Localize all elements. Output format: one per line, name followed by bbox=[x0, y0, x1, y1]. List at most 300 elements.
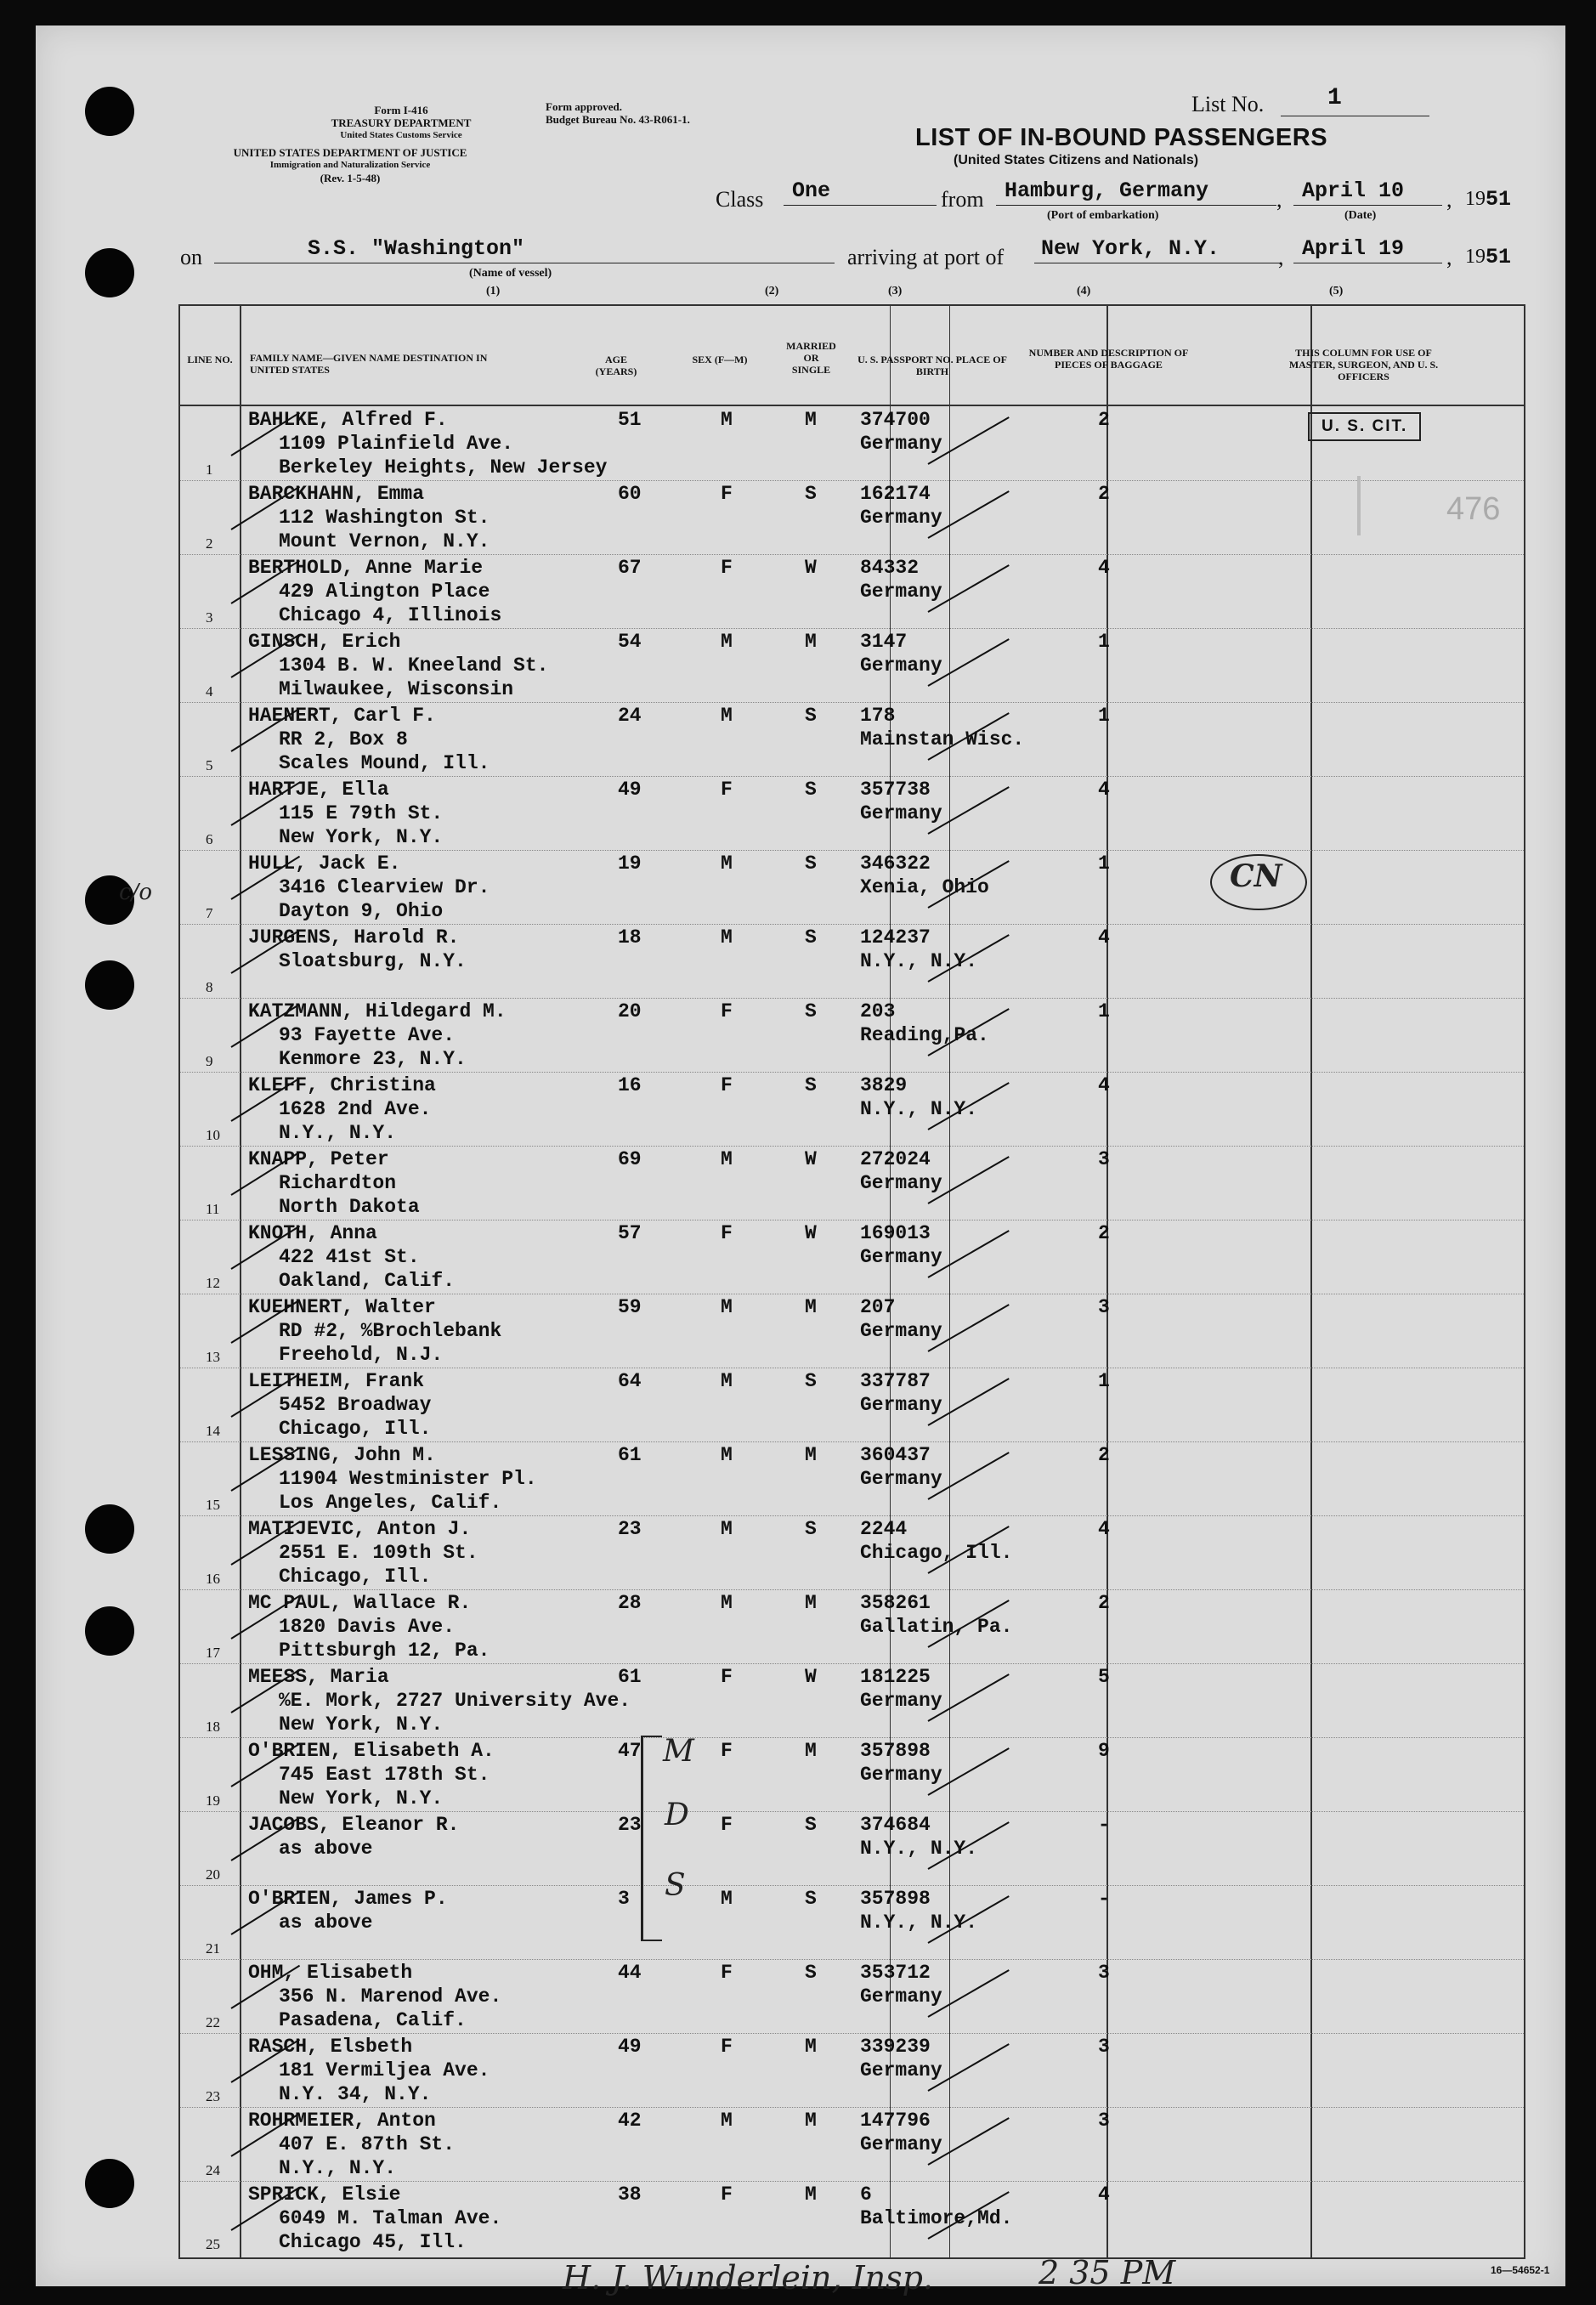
table-row bbox=[180, 2033, 1524, 2107]
place-of-birth: N.Y., N.Y. bbox=[860, 950, 978, 972]
passenger-age: 49 bbox=[618, 779, 642, 801]
passenger-sex: M bbox=[721, 409, 733, 431]
passenger-address-1: 1109 Plainfield Ave. bbox=[279, 433, 514, 455]
passenger-age: 42 bbox=[618, 2110, 642, 2132]
passenger-name: BARCKHAHN, Emma bbox=[248, 483, 425, 505]
passenger-name: HULL, Jack E. bbox=[248, 852, 401, 875]
passenger-name: LEITHEIM, Frank bbox=[248, 1370, 425, 1392]
col-head-line: LINE NO. bbox=[187, 354, 233, 365]
line-number: 24 bbox=[206, 2162, 220, 2178]
baggage-count: 2 bbox=[1098, 483, 1110, 505]
comma-2: , bbox=[1446, 187, 1452, 212]
passenger-name: KNAPP, Peter bbox=[248, 1148, 389, 1170]
passenger-address-2: Mount Vernon, N.Y. bbox=[279, 530, 490, 552]
marital-status: S bbox=[805, 852, 817, 875]
line-number: 13 bbox=[206, 1349, 220, 1365]
table-row bbox=[180, 1220, 1524, 1294]
passenger-address-1: 6049 M. Talman Ave. bbox=[279, 2207, 502, 2229]
table-row bbox=[180, 1737, 1524, 1811]
passport-number: 358261 bbox=[860, 1592, 931, 1614]
passenger-name: MC PAUL, Wallace R. bbox=[248, 1592, 472, 1614]
passenger-sex: F bbox=[721, 1074, 733, 1096]
baggage-count: 2 bbox=[1098, 1592, 1110, 1614]
table-row bbox=[180, 924, 1524, 998]
inspector-signature: H. J. Wunderlein, Insp. bbox=[563, 2259, 933, 2297]
passport-number: 169013 bbox=[860, 1222, 931, 1244]
passenger-address-1: 93 Fayette Ave. bbox=[279, 1024, 456, 1046]
baggage-count: 1 bbox=[1098, 1370, 1110, 1392]
line-number: 10 bbox=[206, 1127, 220, 1143]
passenger-sex: M bbox=[721, 926, 733, 949]
marital-status: M bbox=[805, 2183, 817, 2206]
passport-number: 374684 bbox=[860, 1814, 931, 1836]
place-of-birth: Germany bbox=[860, 433, 942, 455]
passenger-age: 64 bbox=[618, 1370, 642, 1392]
line-number: 2 bbox=[206, 535, 213, 552]
baggage-count: 4 bbox=[1098, 926, 1110, 949]
table-row bbox=[180, 1515, 1524, 1589]
baggage-count: 2 bbox=[1098, 1444, 1110, 1466]
place-of-birth: Gallatin, Pa. bbox=[860, 1616, 1013, 1638]
passenger-age: 23 bbox=[618, 1814, 642, 1836]
customs-label: United States Customs Service bbox=[340, 130, 462, 140]
passport-number: 2244 bbox=[860, 1518, 908, 1540]
passenger-name: KLEFF, Christina bbox=[248, 1074, 436, 1096]
passenger-name: SPRICK, Elsie bbox=[248, 2183, 401, 2206]
port-caption: (Port of embarkation) bbox=[1047, 209, 1159, 222]
passport-number: 124237 bbox=[860, 926, 931, 949]
passenger-address-1: 5452 Broadway bbox=[279, 1394, 432, 1416]
line-number: 15 bbox=[206, 1497, 220, 1513]
passenger-age: 51 bbox=[618, 409, 642, 431]
class-label: Class bbox=[716, 187, 764, 212]
punch-hole bbox=[85, 960, 134, 1010]
passenger-age: 38 bbox=[618, 2183, 642, 2206]
marital-status: S bbox=[805, 779, 817, 801]
passenger-address-1: 1820 Davis Ave. bbox=[279, 1616, 456, 1638]
place-of-birth: Germany bbox=[860, 802, 942, 824]
form-code: 16—54652-1 bbox=[1491, 2264, 1550, 2276]
baggage-count: 5 bbox=[1098, 1666, 1110, 1688]
from-value bbox=[996, 178, 1276, 206]
passenger-name: O'BRIEN, Elisabeth A. bbox=[248, 1740, 495, 1762]
punch-hole bbox=[85, 1504, 134, 1554]
passenger-address-2: New York, N.Y. bbox=[279, 1787, 444, 1809]
passport-number: 357898 bbox=[860, 1740, 931, 1762]
baggage-count: 3 bbox=[1098, 1296, 1110, 1318]
passenger-age: 28 bbox=[618, 1592, 642, 1614]
passenger-address-1: 356 N. Marenod Ave. bbox=[279, 1985, 502, 2008]
col-head-passport: U. S. PASSPORT NO. PLACE OF BIRTH bbox=[857, 354, 1007, 377]
bracket-d: D bbox=[665, 1798, 689, 1832]
passport-number: 3147 bbox=[860, 631, 908, 653]
table-row bbox=[180, 554, 1524, 628]
passenger-address-1: 115 E 79th St. bbox=[279, 802, 444, 824]
passenger-address-1: as above bbox=[279, 1838, 373, 1860]
embark-date-text: April 10 bbox=[1302, 178, 1405, 203]
place-of-birth: Germany bbox=[860, 1690, 942, 1712]
passenger-sex: M bbox=[721, 852, 733, 875]
passenger-address-1: 3416 Clearview Dr. bbox=[279, 876, 490, 898]
place-of-birth: N.Y., N.Y. bbox=[860, 1911, 978, 1934]
line-number: 16 bbox=[206, 1571, 220, 1587]
passenger-sex: F bbox=[721, 1740, 733, 1762]
us-cit-stamp: U. S. CIT. bbox=[1308, 412, 1421, 441]
arriving-label: arriving at port of bbox=[847, 245, 1005, 269]
place-of-birth: Germany bbox=[860, 1394, 942, 1416]
form-block-justice bbox=[180, 146, 520, 184]
page-title: LIST OF IN-BOUND PASSENGERS bbox=[915, 124, 1328, 151]
place-of-birth: Germany bbox=[860, 1764, 942, 1786]
passport-number: 337787 bbox=[860, 1370, 931, 1392]
passport-number: 346322 bbox=[860, 852, 931, 875]
passenger-name: KATZMANN, Hildegard M. bbox=[248, 1000, 507, 1022]
passenger-address-1: 2551 E. 109th St. bbox=[279, 1542, 478, 1564]
passport-number: 6 bbox=[860, 2183, 872, 2206]
baggage-count: 2 bbox=[1098, 409, 1110, 431]
baggage-count: 9 bbox=[1098, 1740, 1110, 1762]
passenger-name: JACOBS, Eleanor R. bbox=[248, 1814, 460, 1836]
marital-status: S bbox=[805, 1962, 817, 1984]
baggage-count: 2 bbox=[1098, 1222, 1110, 1244]
marital-status: S bbox=[805, 705, 817, 727]
passenger-name: LESSING, John M. bbox=[248, 1444, 436, 1466]
marital-status: M bbox=[805, 1444, 817, 1466]
comma-1: , bbox=[1276, 187, 1282, 212]
vessel-name bbox=[214, 236, 835, 263]
passport-number: 84332 bbox=[860, 557, 920, 579]
passenger-address-2: Chicago, Ill. bbox=[279, 1418, 432, 1440]
table-row bbox=[180, 2107, 1524, 2181]
table-row bbox=[180, 1294, 1524, 1368]
passenger-sex: F bbox=[721, 1222, 733, 1244]
punch-hole bbox=[85, 87, 134, 136]
punch-hole bbox=[85, 2159, 134, 2208]
passenger-name: OHM, Elisabeth bbox=[248, 1962, 413, 1984]
line-number: 12 bbox=[206, 1275, 220, 1291]
table-row bbox=[180, 850, 1524, 924]
passenger-address-2: Los Angeles, Calif. bbox=[279, 1492, 502, 1514]
passenger-address-2: Chicago, Ill. bbox=[279, 1566, 432, 1588]
marital-status: M bbox=[805, 2110, 817, 2132]
place-of-birth: Germany bbox=[860, 1320, 942, 1342]
table-body bbox=[180, 406, 1524, 2257]
col-head-officers: THIS COLUMN FOR USE OF MASTER, SURGEON, AND U. S. OFFICERS bbox=[1288, 347, 1439, 382]
passenger-sex: M bbox=[721, 1370, 733, 1392]
marital-status: M bbox=[805, 2036, 817, 2058]
passenger-sex: M bbox=[721, 705, 733, 727]
passenger-age: 24 bbox=[618, 705, 642, 727]
arrival-year bbox=[1465, 245, 1511, 269]
passenger-address-1: 112 Washington St. bbox=[279, 507, 490, 529]
marital-status: S bbox=[805, 1000, 817, 1022]
passenger-sex: M bbox=[721, 631, 733, 653]
faint-stamp-number: 476 bbox=[1446, 491, 1501, 527]
passenger-sex: M bbox=[721, 1444, 733, 1466]
passenger-address-2: Kenmore 23, N.Y. bbox=[279, 1048, 467, 1070]
marital-status: S bbox=[805, 1370, 817, 1392]
col-head-married: MARRIED OR SINGLE bbox=[786, 340, 836, 376]
passport-number: 339239 bbox=[860, 2036, 931, 2058]
place-of-birth: Germany bbox=[860, 654, 942, 677]
table-row bbox=[180, 1589, 1524, 1663]
baggage-count: 1 bbox=[1098, 705, 1110, 727]
passport-number: 374700 bbox=[860, 409, 931, 431]
bracket-s: S bbox=[665, 1868, 686, 1903]
table-row bbox=[180, 1441, 1524, 1515]
passenger-address-2: New York, N.Y. bbox=[279, 826, 444, 848]
passenger-name: KUEHNERT, Walter bbox=[248, 1296, 436, 1318]
baggage-count: 4 bbox=[1098, 1518, 1110, 1540]
passenger-sex: F bbox=[721, 2036, 733, 2058]
manifest-sheet bbox=[36, 25, 1565, 2297]
baggage-count: 3 bbox=[1098, 1148, 1110, 1170]
place-of-birth: Xenia, Ohio bbox=[860, 876, 989, 898]
line-number: 23 bbox=[206, 2088, 220, 2104]
passenger-name: KNOTH, Anna bbox=[248, 1222, 377, 1244]
list-no-label: List No. bbox=[1191, 92, 1265, 116]
line-number: 1 bbox=[206, 462, 213, 478]
punch-hole bbox=[85, 1606, 134, 1656]
passenger-name: O'BRIEN, James P. bbox=[248, 1888, 448, 1910]
passenger-name: BAHLKE, Alfred F. bbox=[248, 409, 448, 431]
table-row bbox=[180, 628, 1524, 702]
marital-status: M bbox=[805, 631, 817, 653]
col-num-1: (1) bbox=[486, 285, 501, 297]
passenger-name: ROHRMEIER, Anton bbox=[248, 2110, 436, 2132]
passenger-address-1: 422 41st St. bbox=[279, 1246, 420, 1268]
passenger-address-1: 745 East 178th St. bbox=[279, 1764, 490, 1786]
passenger-address-1: 1628 2nd Ave. bbox=[279, 1098, 432, 1120]
line-number: 5 bbox=[206, 757, 213, 773]
marital-status: S bbox=[805, 483, 817, 505]
passenger-sex: M bbox=[721, 1148, 733, 1170]
col-head-name: FAMILY NAME—GIVEN NAME DESTINATION IN UNITED STATES bbox=[250, 352, 488, 376]
passenger-address-2: Freehold, N.J. bbox=[279, 1344, 444, 1366]
line-number: 25 bbox=[206, 2236, 220, 2252]
initials-mark: CN bbox=[1230, 858, 1282, 894]
table-row bbox=[180, 998, 1524, 1072]
marital-status: S bbox=[805, 1888, 817, 1910]
baggage-count: 1 bbox=[1098, 852, 1110, 875]
passenger-address-1: RD #2, %Brochlebank bbox=[279, 1320, 502, 1342]
faint-stamp-box bbox=[1357, 476, 1446, 535]
passenger-age: 16 bbox=[618, 1074, 642, 1096]
embark-date bbox=[1293, 178, 1442, 206]
passenger-name: JURGENS, Harold R. bbox=[248, 926, 460, 949]
baggage-count: 4 bbox=[1098, 557, 1110, 579]
marital-status: M bbox=[805, 409, 817, 431]
col-num-4: (4) bbox=[1077, 285, 1091, 297]
place-of-birth: Germany bbox=[860, 507, 942, 529]
passenger-name: HAENERT, Carl F. bbox=[248, 705, 436, 727]
treasury-label: TREASURY DEPARTMENT bbox=[331, 116, 472, 129]
line-number: 8 bbox=[206, 979, 213, 995]
passenger-age: 23 bbox=[618, 1518, 642, 1540]
passport-number: 360437 bbox=[860, 1444, 931, 1466]
comma-4: , bbox=[1446, 245, 1452, 269]
passenger-address-2: Chicago 45, Ill. bbox=[279, 2231, 467, 2253]
passenger-sex: M bbox=[721, 1888, 733, 1910]
passenger-sex: M bbox=[721, 1592, 733, 1614]
passenger-age: 69 bbox=[618, 1148, 642, 1170]
table-row bbox=[180, 702, 1524, 776]
punch-hole bbox=[85, 248, 134, 297]
form-approved: Form approved. bbox=[546, 100, 623, 113]
passenger-address-2: North Dakota bbox=[279, 1196, 420, 1218]
passenger-name: BERTHOLD, Anne Marie bbox=[248, 557, 484, 579]
passenger-address-2: N.Y., N.Y. bbox=[279, 2157, 397, 2179]
passenger-address-1: 1304 B. W. Kneeland St. bbox=[279, 654, 549, 677]
passport-number: 353712 bbox=[860, 1962, 931, 1984]
ins-label: Immigration and Naturalization Service bbox=[269, 160, 431, 170]
passenger-address-2: N.Y., N.Y. bbox=[279, 1122, 397, 1144]
line-number: 20 bbox=[206, 1866, 220, 1883]
form-block-treasury bbox=[265, 104, 537, 142]
marital-status: W bbox=[805, 557, 817, 579]
passenger-sex: F bbox=[721, 483, 733, 505]
passenger-address-1: 11904 Westminister Pl. bbox=[279, 1468, 537, 1490]
passenger-address-2: Scales Mound, Ill. bbox=[279, 752, 490, 774]
passenger-address-2: Dayton 9, Ohio bbox=[279, 900, 444, 922]
passenger-address-2: New York, N.Y. bbox=[279, 1713, 444, 1736]
col-head-age: AGE (YEARS) bbox=[595, 354, 637, 377]
passenger-sex: M bbox=[721, 1518, 733, 1540]
passenger-age: 3 bbox=[618, 1888, 630, 1910]
passenger-address-2: N.Y. 34, N.Y. bbox=[279, 2083, 432, 2105]
passenger-age: 20 bbox=[618, 1000, 642, 1022]
table-row bbox=[180, 1959, 1524, 2033]
marital-status: S bbox=[805, 1518, 817, 1540]
line-number: 14 bbox=[206, 1423, 220, 1439]
place-of-birth: Germany bbox=[860, 1246, 942, 1268]
passenger-table bbox=[178, 304, 1525, 2259]
baggage-count: 1 bbox=[1098, 631, 1110, 653]
line-number: 22 bbox=[206, 2014, 220, 2030]
passport-number: 147796 bbox=[860, 2110, 931, 2132]
arrival-year-value: 51 bbox=[1486, 245, 1512, 269]
comma-3: , bbox=[1278, 245, 1284, 269]
place-of-birth: Germany bbox=[860, 1172, 942, 1194]
class-value-text: One bbox=[792, 178, 831, 203]
passenger-age: 57 bbox=[618, 1222, 642, 1244]
passenger-address-1: %E. Mork, 2727 University Ave. bbox=[279, 1690, 631, 1712]
passenger-age: 19 bbox=[618, 852, 642, 875]
passenger-age: 59 bbox=[618, 1296, 642, 1318]
line-number: 7 bbox=[206, 905, 213, 921]
place-of-birth: N.Y., N.Y. bbox=[860, 1838, 978, 1860]
inspection-time: 2 35 PM bbox=[1039, 2254, 1176, 2291]
line-number: 17 bbox=[206, 1645, 220, 1661]
passenger-age: 44 bbox=[618, 1962, 642, 1984]
passenger-age: 61 bbox=[618, 1666, 642, 1688]
passenger-address-1: RR 2, Box 8 bbox=[279, 728, 408, 750]
table-row bbox=[180, 1146, 1524, 1220]
baggage-count: 4 bbox=[1098, 2183, 1110, 2206]
marital-status: M bbox=[805, 1740, 817, 1762]
table-row bbox=[180, 1663, 1524, 1737]
passport-number: 162174 bbox=[860, 483, 931, 505]
vessel-name-text: S.S. "Washington" bbox=[308, 236, 525, 261]
embark-year-value: 51 bbox=[1486, 187, 1512, 212]
passenger-address-1: 181 Vermiljea Ave. bbox=[279, 2059, 490, 2081]
baggage-count: 4 bbox=[1098, 1074, 1110, 1096]
line-number: 11 bbox=[206, 1201, 220, 1217]
vessel-caption: (Name of vessel) bbox=[469, 267, 552, 280]
passenger-name: RASCH, Elsbeth bbox=[248, 2036, 413, 2058]
margin-note: c/o bbox=[119, 880, 152, 905]
passenger-sex: F bbox=[721, 557, 733, 579]
passenger-sex: F bbox=[721, 779, 733, 801]
passenger-age: 49 bbox=[618, 2036, 642, 2058]
passenger-sex: F bbox=[721, 1962, 733, 1984]
passenger-age: 67 bbox=[618, 557, 642, 579]
passport-number: 272024 bbox=[860, 1148, 931, 1170]
passenger-sex: F bbox=[721, 1814, 733, 1836]
passenger-sex: F bbox=[721, 2183, 733, 2206]
baggage-count: 3 bbox=[1098, 1962, 1110, 1984]
place-of-birth: Germany bbox=[860, 1985, 942, 2008]
passenger-name: HARTJE, Ella bbox=[248, 779, 389, 801]
passenger-address-2: Pittsburgh 12, Pa. bbox=[279, 1640, 490, 1662]
table-row bbox=[180, 776, 1524, 850]
passenger-address-1: Richardton bbox=[279, 1172, 397, 1194]
passenger-age: 47 bbox=[618, 1740, 642, 1762]
marital-status: S bbox=[805, 1074, 817, 1096]
passenger-address-2: Chicago 4, Illinois bbox=[279, 604, 502, 626]
form-approved-block bbox=[546, 100, 818, 126]
budget-bureau: Budget Bureau No. 43-R061-1. bbox=[546, 113, 690, 126]
passenger-age: 54 bbox=[618, 631, 642, 653]
table-row bbox=[180, 480, 1524, 554]
place-of-birth: Mainstan Wisc. bbox=[860, 728, 1025, 750]
date-caption: (Date) bbox=[1344, 209, 1377, 222]
col-num-2: (2) bbox=[765, 285, 779, 297]
passport-number: 357738 bbox=[860, 779, 931, 801]
passenger-address-2: Berkeley Heights, New Jersey bbox=[279, 456, 608, 479]
table-row bbox=[180, 2181, 1524, 2255]
place-of-birth: Germany bbox=[860, 580, 942, 603]
marital-status: S bbox=[805, 1814, 817, 1836]
passenger-address-1: 429 Alington Place bbox=[279, 580, 490, 603]
passenger-name: GINSCH, Erich bbox=[248, 631, 401, 653]
marital-status: W bbox=[805, 1148, 817, 1170]
passenger-name: MEESS, Maria bbox=[248, 1666, 389, 1688]
line-number: 21 bbox=[206, 1940, 220, 1957]
col-head-baggage: NUMBER AND DESCRIPTION OF PIECES OF BAGGAGE bbox=[1028, 347, 1189, 371]
line-number: 18 bbox=[206, 1719, 220, 1735]
passenger-age: 18 bbox=[618, 926, 642, 949]
passenger-age: 61 bbox=[618, 1444, 642, 1466]
passenger-address-1: as above bbox=[279, 1911, 373, 1934]
line-number: 19 bbox=[206, 1792, 220, 1809]
class-value bbox=[784, 178, 937, 206]
page-subtitle: (United States Citizens and Nationals) bbox=[954, 153, 1199, 167]
table-row bbox=[180, 1368, 1524, 1441]
passenger-address-2: Milwaukee, Wisconsin bbox=[279, 678, 514, 700]
arrival-port-text: New York, N.Y. bbox=[1041, 236, 1220, 261]
passenger-sex: M bbox=[721, 2110, 733, 2132]
arrival-year-prefix: 19 bbox=[1465, 246, 1486, 268]
form-number: Form I-416 bbox=[374, 104, 428, 116]
col-head-sex: SEX (F—M) bbox=[692, 354, 748, 365]
embark-year bbox=[1465, 187, 1511, 212]
bracket-m: M bbox=[663, 1734, 694, 1769]
passenger-name: MATIJEVIC, Anton J. bbox=[248, 1518, 472, 1540]
passenger-age: 60 bbox=[618, 483, 642, 505]
line-number: 6 bbox=[206, 831, 213, 847]
passport-number: 3829 bbox=[860, 1074, 908, 1096]
